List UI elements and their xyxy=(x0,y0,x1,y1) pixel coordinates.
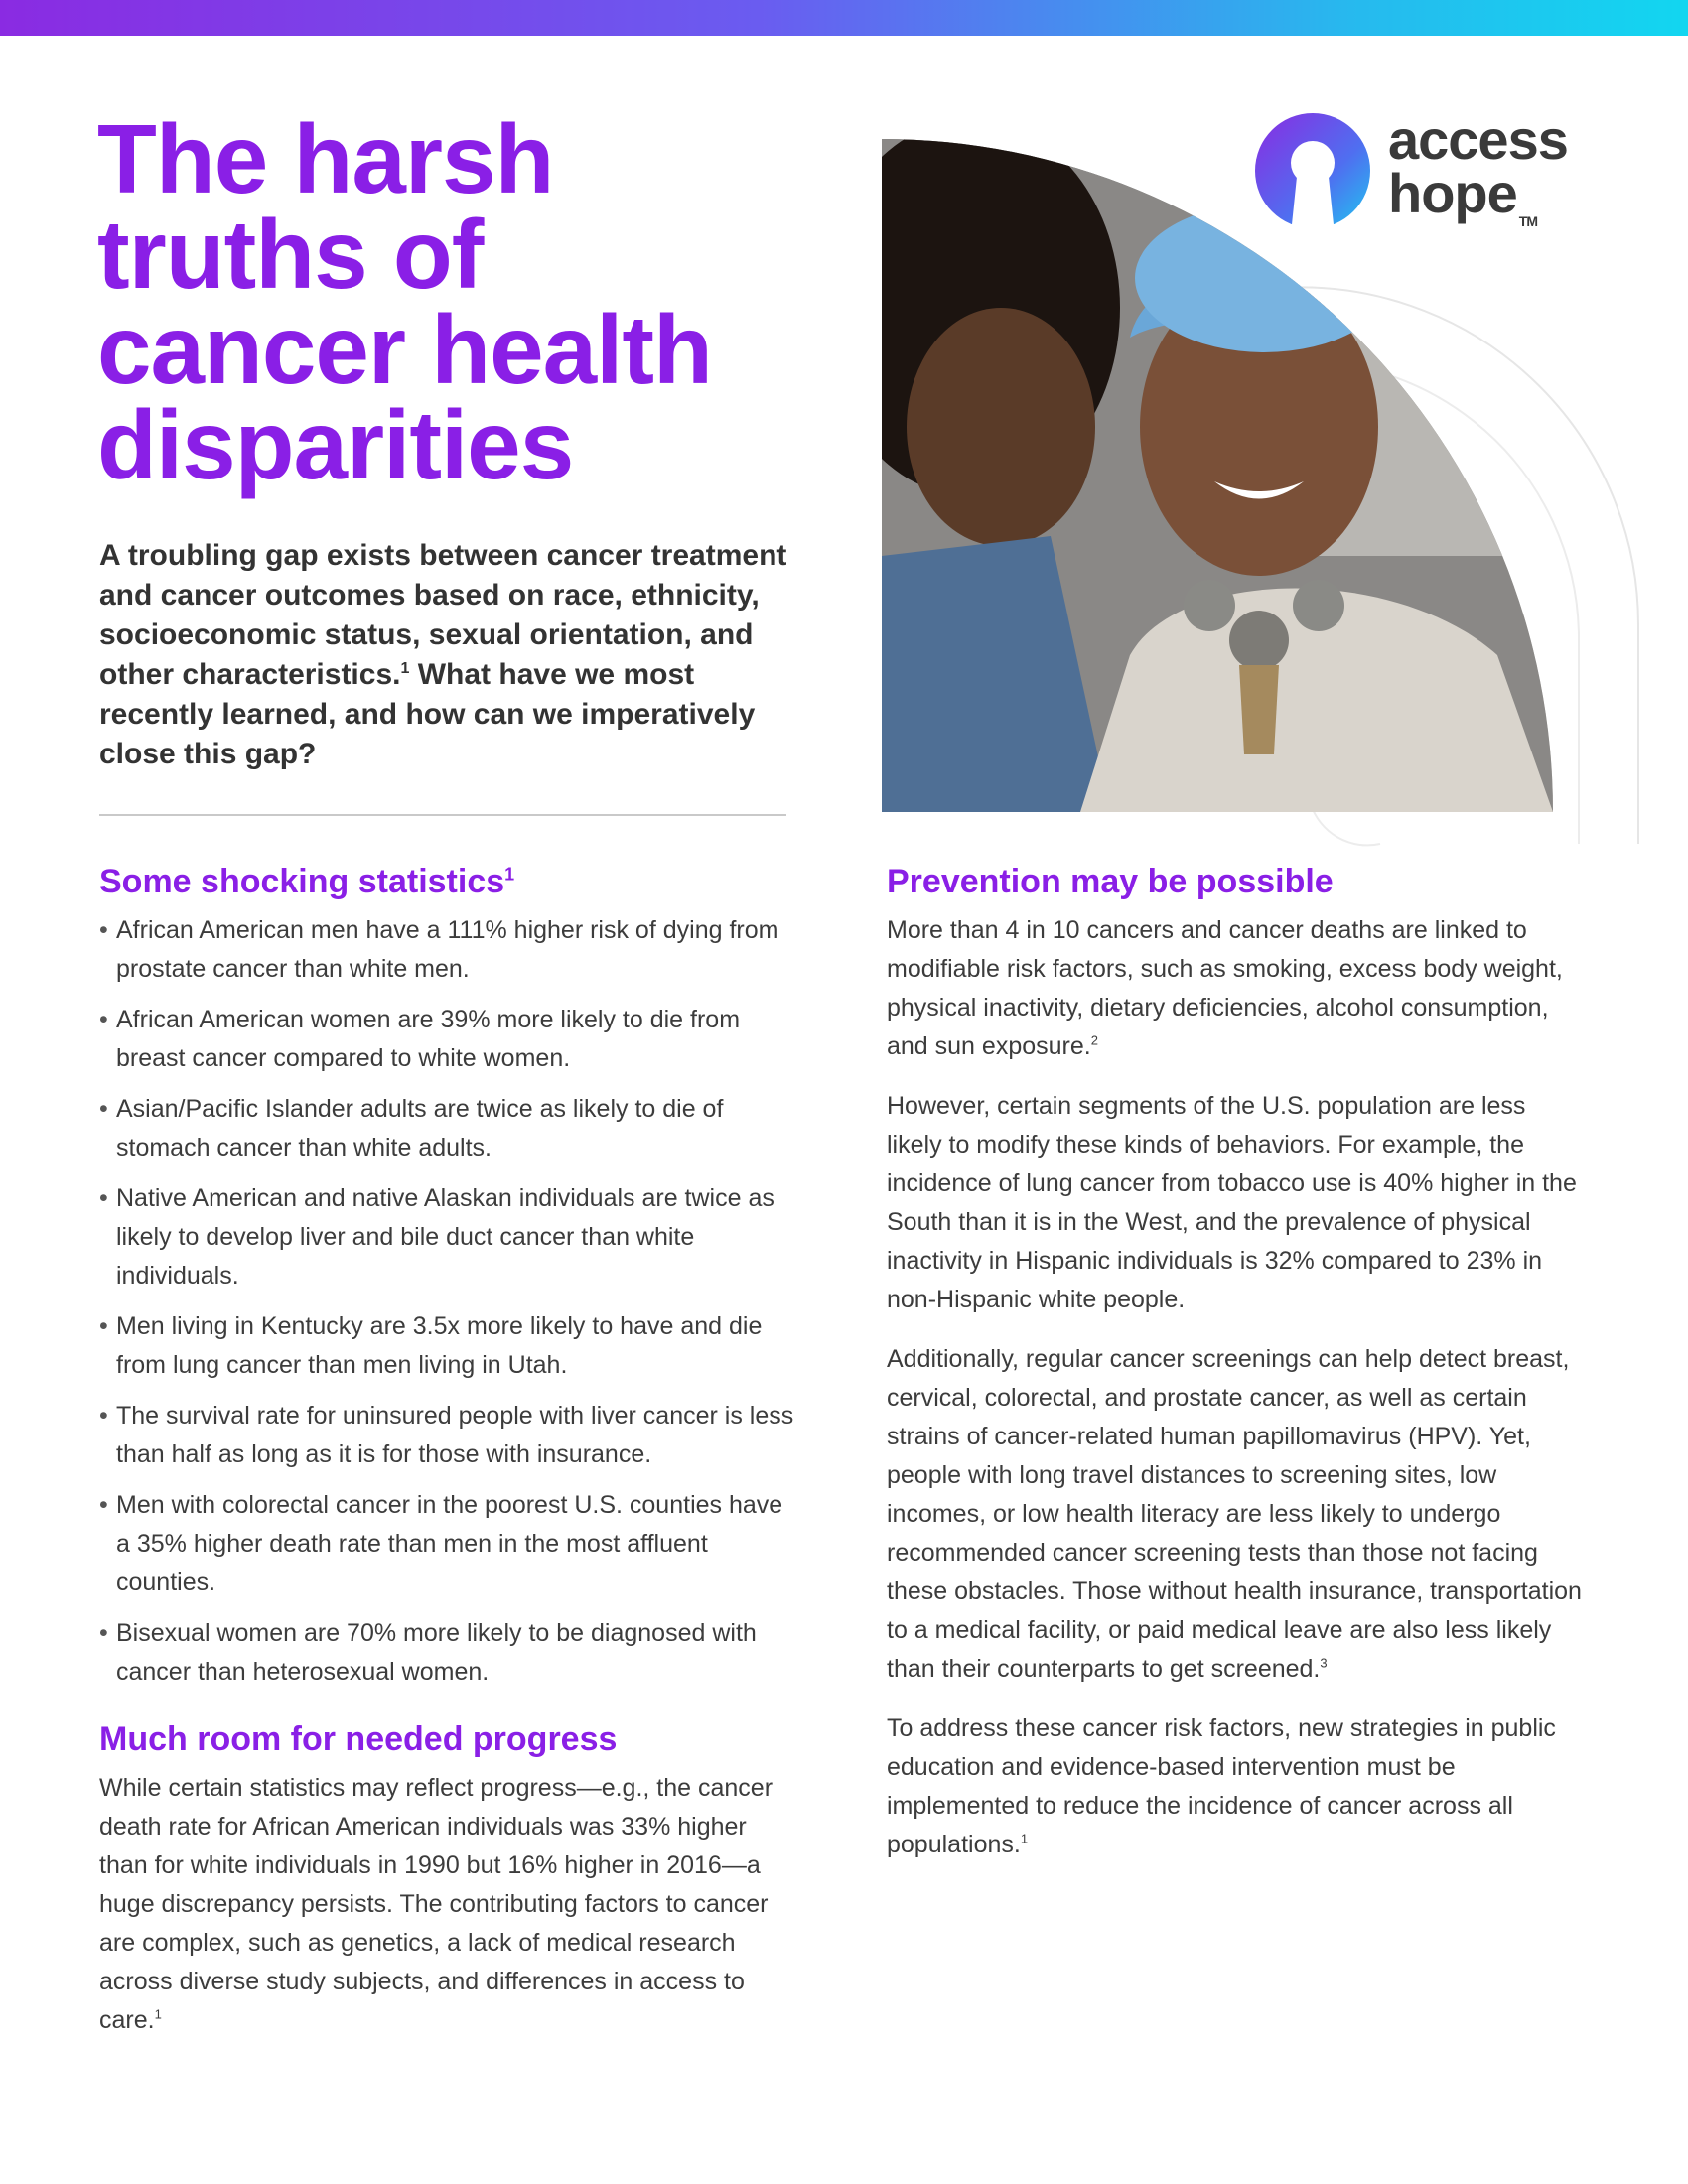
intro-paragraph xyxy=(99,536,804,774)
page-title xyxy=(97,104,812,499)
list-item: • Men living in Kentucky are 3.5x more likely to have and die from lung cancer than men living in Utah. xyxy=(99,1307,794,1385)
prevention-paragraph xyxy=(887,1709,1582,1864)
statistics-heading xyxy=(99,860,794,903)
trademark-mark: TM xyxy=(1518,213,1537,229)
list-item: • African American women are 39% more likely to die from breast cancer compared to white women. xyxy=(99,1001,794,1078)
logo-wordmark xyxy=(1388,108,1568,229)
prevention-heading: Prevention may be possible xyxy=(887,863,1334,900)
list-item: • The survival rate for uninsured people with liver cancer is less than half as long as it is for those with insurance. xyxy=(99,1397,794,1474)
top-gradient-bar xyxy=(0,0,1688,36)
prevention-reference: 2 xyxy=(1090,1032,1098,1048)
statistics-heading-text: Some shocking statistics xyxy=(99,863,505,900)
prevention-reference: 3 xyxy=(1320,1655,1328,1671)
intro-text-tail: What have we most recently learned, and how can we imperatively close this gap? xyxy=(99,658,756,770)
prevention-text: Additionally, regular cancer screenings can help detect breast, cervical, colorectal, and prostate cancer, as well as certain strains of cancer-related human papillomavirus (HPV). Yet, people with long travel distances to screening sites, low incomes, or low health literacy are less likely to undergo recommended cancer screening tests than those not facing these obstacles. Those without health insurance, transportation to a medical facility, or paid medical leave are also less likely than their counterparts to get screened. xyxy=(887,1345,1582,1683)
hero-photo xyxy=(882,139,1553,812)
left-column xyxy=(99,860,794,2061)
list-item: • Native American and native Alaskan individuals are twice as likely to develop liver and bile duct cancer than white individuals. xyxy=(99,1179,794,1296)
prevention-paragraph xyxy=(887,911,1582,1066)
list-item: • Asian/Pacific Islander adults are twice as likely to die of stomach cancer than white adults. xyxy=(99,1090,794,1167)
access-hope-logo xyxy=(1249,107,1607,236)
intro-reference: 1 xyxy=(400,660,410,677)
photo-icon xyxy=(882,139,1553,812)
list-item: • Men with colorectal cancer in the poorest U.S. counties have a 35% higher death rate than men in the most affluent counties. xyxy=(99,1486,794,1602)
statistics-list xyxy=(99,911,794,1692)
intro-text: A troubling gap exists between cancer treatment and cancer outcomes based on race, ethnicity, socioeconomic status, sexual orientation, and other characteristics. xyxy=(99,539,787,691)
prevention-text: More than 4 in 10 cancers and cancer deaths are linked to modifiable risk factors, such as smoking, excess body weight, physical inactivity, dietary deficiencies, alcohol consumption, and sun exposure. xyxy=(887,916,1563,1060)
title-line: The harsh xyxy=(97,104,554,213)
prevention-paragraph xyxy=(887,1087,1582,1319)
progress-text: While certain statistics may reflect progress—e.g., the cancer death rate for African American individuals was 33% higher than for white individuals in 1990 but 16% higher in 2016—a huge discrepancy persists. The contributing factors to cancer are complex, such as genetics, a lack of medical research across diverse study subjects, and differences in access to care. xyxy=(99,1774,774,2034)
progress-paragraph xyxy=(99,1769,794,2040)
prevention-paragraph xyxy=(887,1340,1582,1689)
section-divider xyxy=(99,814,786,816)
title-line: truths of xyxy=(97,200,484,309)
progress-reference: 1 xyxy=(154,2006,162,2022)
logo-word-access: access xyxy=(1388,108,1568,171)
list-item: • African American men have a 111% higher risk of dying from prostate cancer than white men. xyxy=(99,911,794,989)
list-item: • Bisexual women are 70% more likely to be diagnosed with cancer than heterosexual women. xyxy=(99,1614,794,1692)
progress-heading: Much room for needed progress xyxy=(99,1720,618,1758)
logo-word-hope: hope xyxy=(1388,162,1517,224)
title-line: disparities xyxy=(97,390,574,499)
prevention-text: To address these cancer risk factors, new strategies in public education and evidence-based intervention must be implemented to reduce the incidence of cancer across all populations. xyxy=(887,1714,1556,1858)
logo-keyhole-icon xyxy=(1249,107,1376,234)
right-column xyxy=(887,860,1582,1885)
prevention-reference: 1 xyxy=(1020,1831,1029,1846)
statistics-heading-reference: 1 xyxy=(504,864,515,885)
title-line: cancer health xyxy=(97,295,712,404)
prevention-text: However, certain segments of the U.S. population are less likely to modify these kinds of behaviors. For example, the incidence of lung cancer from tobacco use is 40% higher in the South than it is in the West, and the prevalence of physical inactivity in Hispanic individuals is 32% compared to 23% in non-Hispanic white people. xyxy=(887,1092,1577,1313)
